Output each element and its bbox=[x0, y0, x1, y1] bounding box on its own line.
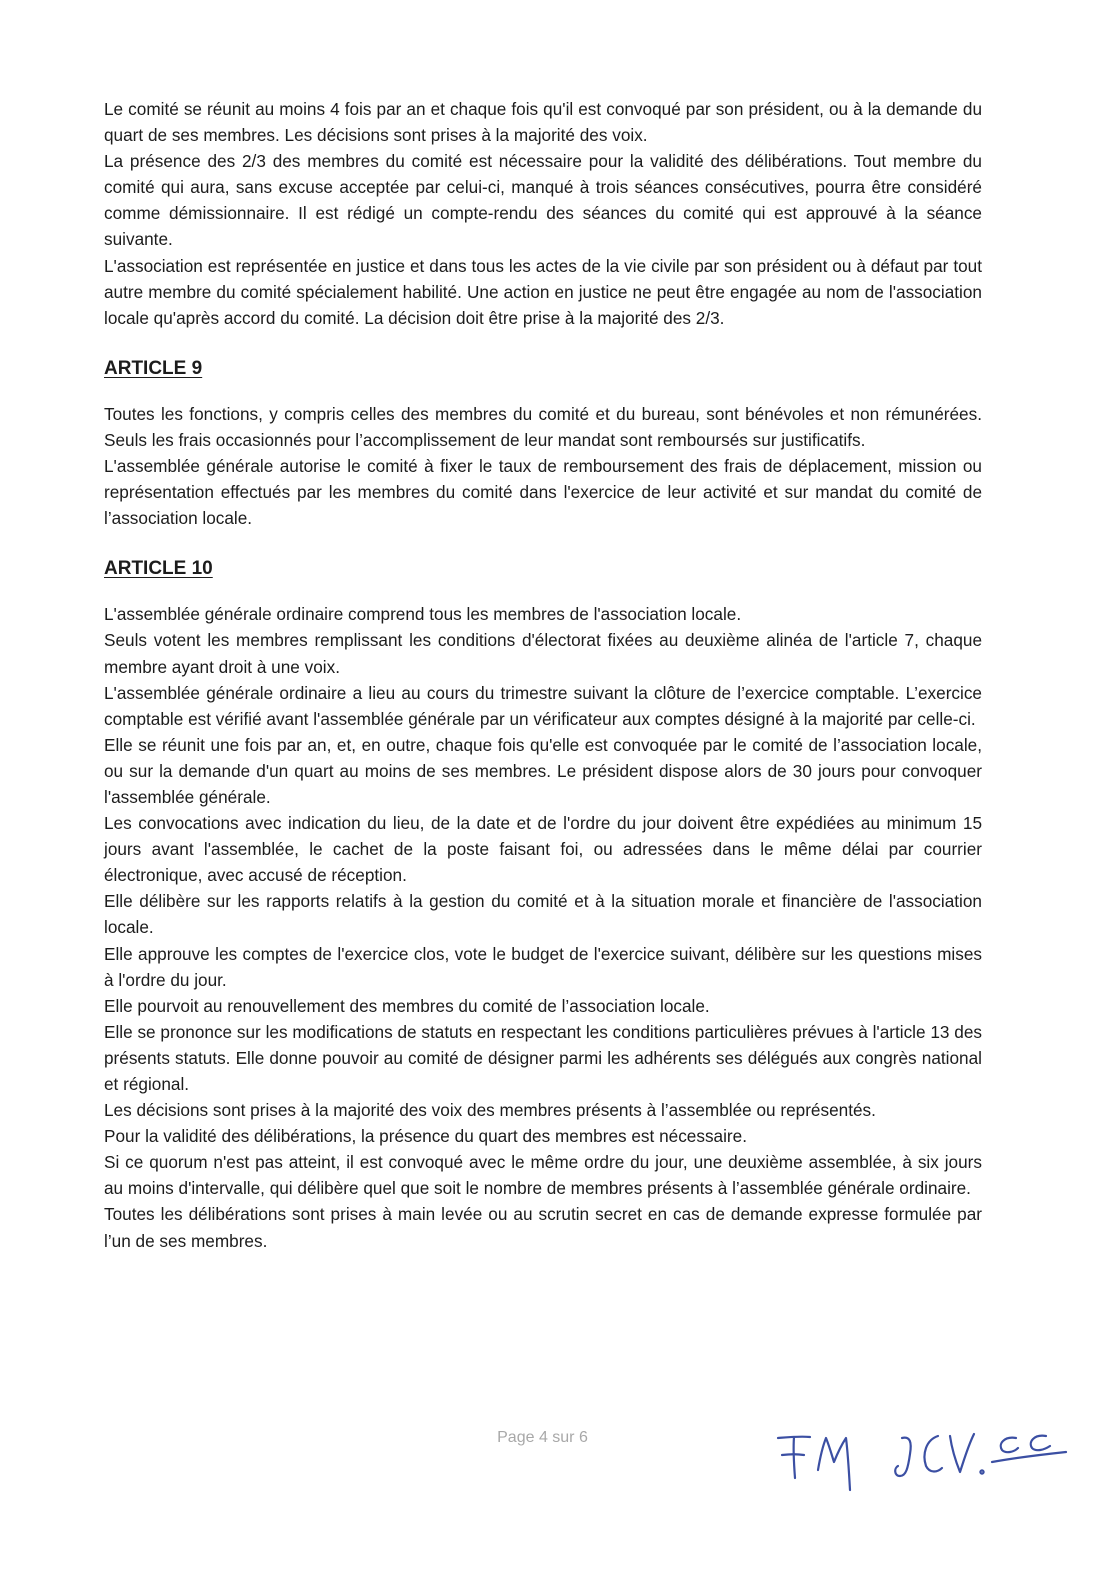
article-10-heading: ARTICLE 10 bbox=[104, 558, 213, 580]
paragraph-ag-decisions: Les décisions sont prises à la majorité des voix des membres présents à l’assemblée ou représentés. bbox=[104, 1100, 876, 1121]
paragraph-ag-votants: Seuls votent les membres remplissant les conditions d'électorat fixées au deuxième alinéa de l'article 7, chaque membre ayant droit à une voix. bbox=[104, 630, 982, 677]
paragraph-ag-composition: L'assemblée générale ordinaire comprend tous les membres de l'association locale. bbox=[104, 604, 742, 625]
page-number: Page 4 sur 6 bbox=[497, 1429, 588, 1446]
handwritten-initials bbox=[770, 1410, 1080, 1500]
article-9-heading: ARTICLE 9 bbox=[104, 357, 203, 379]
paragraph-comite-presence: La présence des 2/3 des membres du comité est nécessaire pour la validité des délibérations. Tout membre du comité qui aura, sans excuse acceptée par celui-ci, manqué à trois séances consécutives, pourra être considéré comme démissionnaire. Il est rédigé un compte-rendu des séances du comité qui est approuvé à la séance suivante. bbox=[104, 151, 982, 250]
paragraph-ag-reunion: Elle se réunit une fois par an, et, en outre, chaque fois qu'elle est convoquée par le comité de l’association locale, ou sur la demande d'un quart au moins de ses membres. Le président dispose alors de 30 jours pour convoquer l'assemblée générale. bbox=[104, 734, 982, 807]
paragraph-ag-renouvellement: Elle pourvoit au renouvellement des membres du comité de l’association locale. bbox=[104, 995, 710, 1016]
paragraph-taux-remboursement: L'assemblée générale autorise le comité à fixer le taux de remboursement des frais de déplacement, mission ou représentation effectués par les membres du comité dans l'exercice de leur activité et sur mandat du comité de l’association locale. bbox=[104, 456, 982, 529]
paragraph-ag-deuxieme-assemblee: Si ce quorum n'est pas atteint, il est convoqué avec le même ordre du jour, une deuxième assemblée, à six jours au moins d'intervalle, qui délibère quel que soit le nombre de membres présents à l’assemblée générale ordinaire. bbox=[104, 1152, 982, 1199]
paragraph-ag-rapports: Elle délibère sur les rapports relatifs à la gestion du comité et à la situation morale et financière de l'association locale. bbox=[104, 891, 982, 938]
paragraph-ag-convocations: Les convocations avec indication du lieu, de la date et de l'ordre du jour doivent être expédiées au minimum 15 jours avant l'assemblée, le cachet de la poste faisant foi, ou adressées dans le même délai par courrier électronique, avec accusé de réception. bbox=[104, 813, 982, 886]
paragraph-ag-modifications-statuts: Elle se prononce sur les modifications de statuts en respectant les conditions particulières prévues à l'article 13 des présents statuts. Elle donne pouvoir au comité de désigner parmi les adhérents ses délégués aux congrès national et régional. bbox=[104, 1021, 982, 1094]
document-body bbox=[104, 96, 982, 1254]
paragraph-fonctions-benevoles: Toutes les fonctions, y compris celles des membres du comité et du bureau, sont bénévoles et non rémunérées. Seuls les frais occasionnés pour l’accomplissement de leur mandat sont remboursés sur justificatifs. bbox=[104, 403, 982, 450]
paragraph-ag-exercice-comptable: L'assemblée générale ordinaire a lieu au cours du trimestre suivant la clôture de l’exercice comptable. L’exercice comptable est vérifié avant l'assemblée générale par un vérificateur aux comptes désigné à la majorité par celle-ci. bbox=[104, 682, 982, 729]
paragraph-ag-quorum: Pour la validité des délibérations, la présence du quart des membres est nécessaire. bbox=[104, 1126, 747, 1147]
paragraph-representation-justice: L'association est représentée en justice et dans tous les actes de la vie civile par son président ou à défaut par tout autre membre du comité spécialement habilité. Une action en justice ne peut être engagée au nom de l'association locale qu'après accord du comité. La décision doit être prise à la majorité des 2/3. bbox=[104, 255, 982, 328]
signature-initials-icon bbox=[770, 1410, 1080, 1500]
paragraph-ag-deliberations-vote: Toutes les délibérations sont prises à main levée ou au scrutin secret en cas de demande expresse formulée par l’un de ses membres. bbox=[104, 1204, 982, 1251]
paragraph-comite-reunion: Le comité se réunit au moins 4 fois par an et chaque fois qu'il est convoqué par son président, ou à la demande du quart de ses membres. Les décisions sont prises à la majorité des voix. bbox=[104, 99, 982, 146]
paragraph-ag-comptes: Elle approuve les comptes de l'exercice clos, vote le budget de l'exercice suivant, délibère sur les questions mises à l'ordre du jour. bbox=[104, 943, 982, 990]
